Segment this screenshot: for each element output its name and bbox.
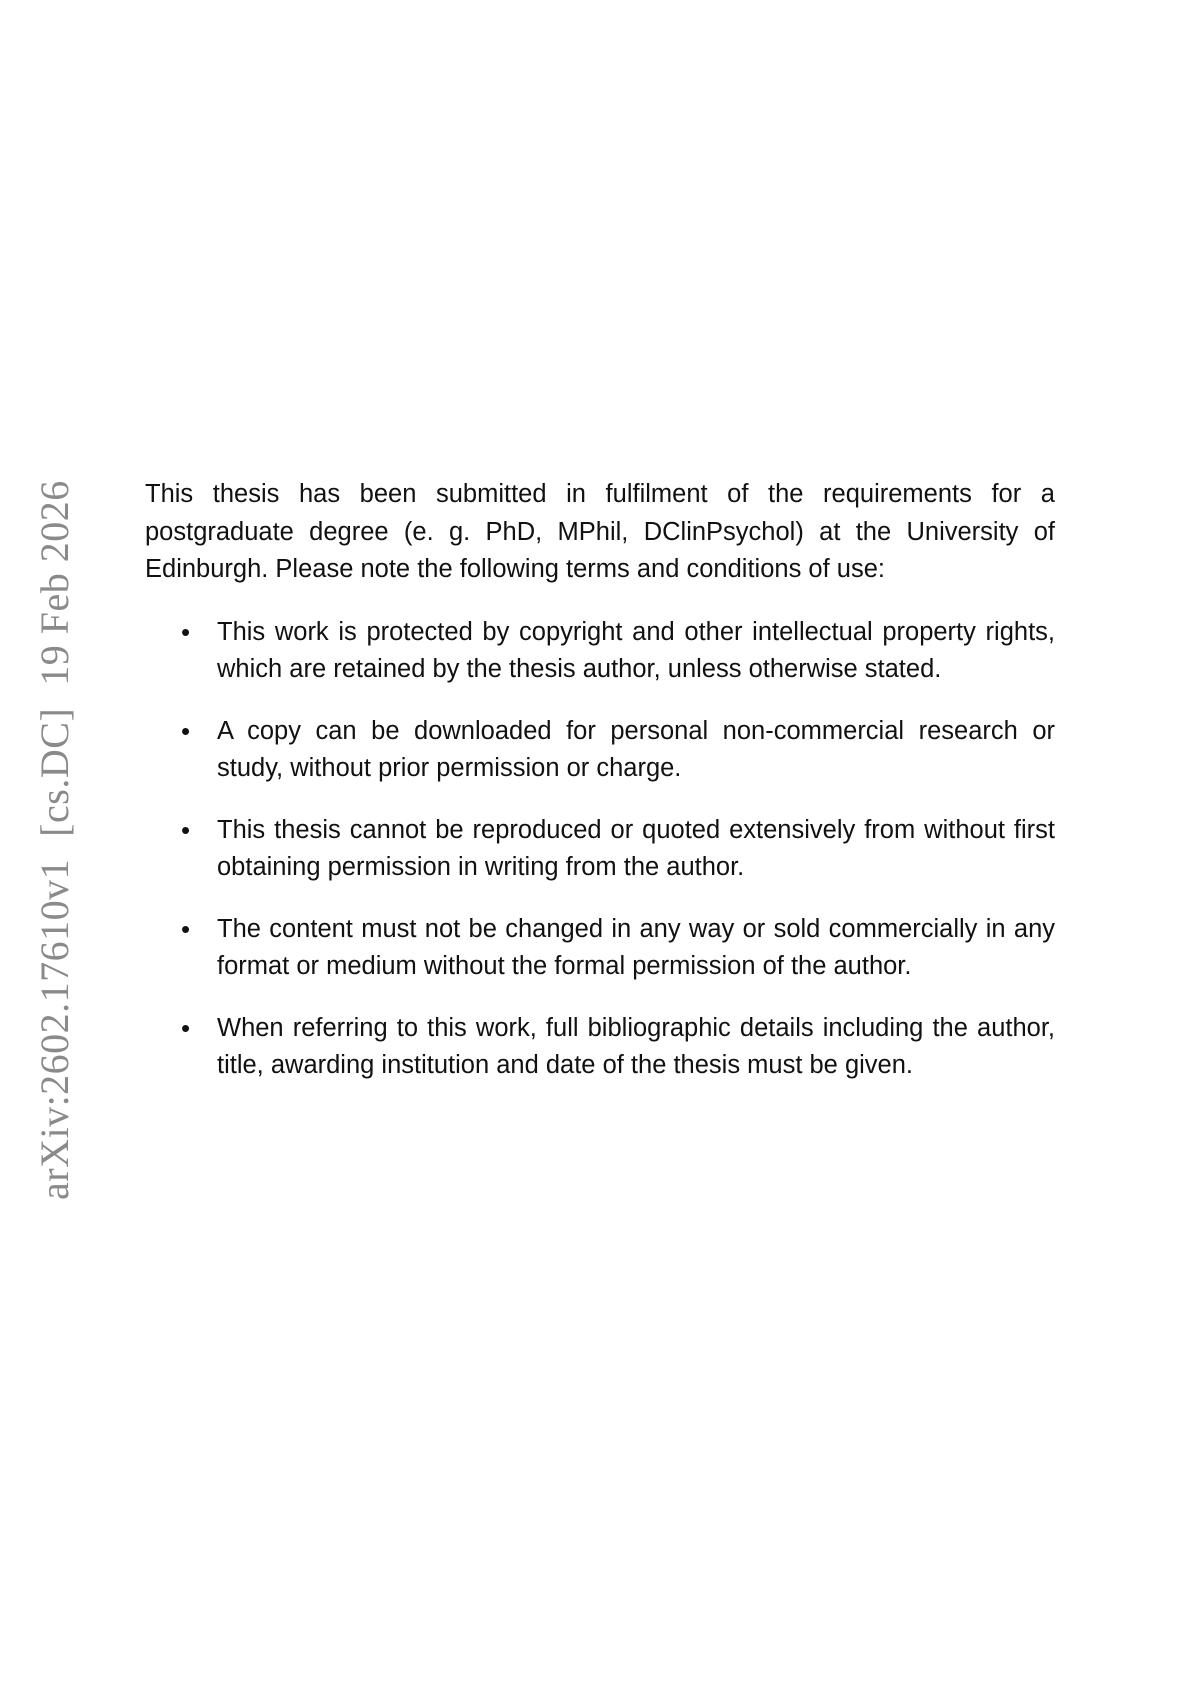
term-text: A copy can be downloaded for personal non-commercial research or study, without prior permission or charge.	[217, 716, 1055, 782]
bullet-icon: •	[181, 1012, 191, 1043]
term-citation	[145, 1010, 1055, 1085]
bullet-icon: •	[181, 616, 191, 647]
term-download	[145, 713, 1055, 788]
arxiv-margin-stamp	[20, 480, 90, 1200]
arxiv-category: [cs.DC]	[32, 707, 77, 837]
term-modification	[145, 911, 1055, 986]
term-text: The content must not be changed in any way or sold commercially in any format or medium without the formal permission of the author.	[217, 914, 1055, 980]
bullet-icon: •	[181, 814, 191, 845]
bullet-icon: •	[181, 913, 191, 944]
notice-intro: This thesis has been submitted in fulfilment of the requirements for a postgraduate degree (e. g. PhD, MPhil, DClinPsychol) at the University of Edinburgh. Please note the following terms and conditions of use:	[145, 480, 1055, 583]
term-copyright	[145, 614, 1055, 689]
term-text: When referring to this work, full bibliographic details including the author, title, awarding institution and date of the thesis must be given.	[217, 1013, 1055, 1079]
arxiv-date: 19 Feb 2026	[32, 480, 77, 686]
bullet-icon: •	[181, 715, 191, 746]
term-reproduction	[145, 812, 1055, 887]
terms-notice	[145, 476, 1055, 1109]
terms-list	[145, 614, 1055, 1085]
arxiv-id: arXiv:2602.17610v1	[32, 858, 77, 1200]
term-text: This work is protected by copyright and other intellectual property rights, which are retained by the thesis author, unless otherwise stated.	[217, 617, 1055, 683]
term-text: This thesis cannot be reproduced or quoted extensively from without first obtaining permission in writing from the author.	[217, 815, 1055, 881]
